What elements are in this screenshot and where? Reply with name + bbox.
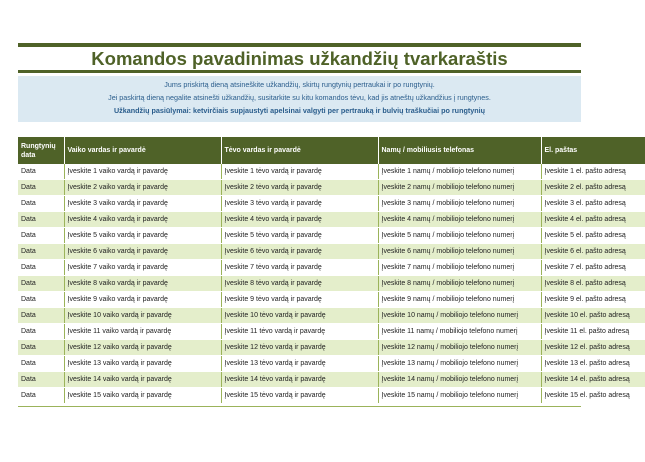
- instruction-line-1[interactable]: Jums priskirtą dieną atsineškite užkandžių, skirtų rungtynių pertraukai ir po rungtynių.: [164, 80, 435, 89]
- cell-parent-name[interactable]: Įveskite 5 tėvo vardą ir pavardę: [221, 228, 378, 244]
- table-row: [18, 164, 645, 180]
- cell-game-date[interactable]: Data: [18, 388, 64, 404]
- cell-child-name[interactable]: Įveskite 12 vaiko vardą ir pavardę: [64, 340, 221, 356]
- cell-game-date[interactable]: Data: [18, 196, 64, 212]
- cell-phone[interactable]: Įveskite 3 namų / mobiliojo telefono numerį: [378, 196, 541, 212]
- cell-phone[interactable]: Įveskite 7 namų / mobiliojo telefono numerį: [378, 260, 541, 276]
- cell-email[interactable]: Įveskite 8 el. pašto adresą: [541, 276, 645, 292]
- cell-phone[interactable]: Įveskite 9 namų / mobiliojo telefono numerį: [378, 292, 541, 308]
- cell-phone[interactable]: Įveskite 1 namų / mobiliojo telefono numerį: [378, 164, 541, 180]
- cell-phone[interactable]: Įveskite 11 namų / mobiliojo telefono numerį: [378, 324, 541, 340]
- table-row: [18, 388, 645, 404]
- table-row: [18, 292, 645, 308]
- cell-game-date[interactable]: Data: [18, 324, 64, 340]
- cell-child-name[interactable]: Įveskite 8 vaiko vardą ir pavardę: [64, 276, 221, 292]
- col-header-email[interactable]: El. paštas: [541, 137, 645, 164]
- cell-email[interactable]: Įveskite 14 el. pašto adresą: [541, 372, 645, 388]
- table-row: [18, 180, 645, 196]
- cell-parent-name[interactable]: Įveskite 10 tėvo vardą ir pavardę: [221, 308, 378, 324]
- table-row: [18, 340, 645, 356]
- cell-email[interactable]: Įveskite 7 el. pašto adresą: [541, 260, 645, 276]
- table-row: [18, 228, 645, 244]
- cell-phone[interactable]: Įveskite 12 namų / mobiliojo telefono numerį: [378, 340, 541, 356]
- page-title[interactable]: Komandos pavadinimas užkandžių tvarkaraštis: [91, 48, 508, 69]
- cell-game-date[interactable]: Data: [18, 260, 64, 276]
- instruction-line-3[interactable]: [18, 103, 581, 116]
- table-row: [18, 324, 645, 340]
- cell-game-date[interactable]: Data: [18, 228, 64, 244]
- cell-email[interactable]: Įveskite 5 el. pašto adresą: [541, 228, 645, 244]
- cell-phone[interactable]: Įveskite 14 namų / mobiliojo telefono numerį: [378, 372, 541, 388]
- cell-email[interactable]: Įveskite 4 el. pašto adresą: [541, 212, 645, 228]
- table-bottom-rule: [18, 406, 581, 407]
- cell-phone[interactable]: Įveskite 8 namų / mobiliojo telefono numerį: [378, 276, 541, 292]
- table-row: [18, 308, 645, 324]
- table-row: [18, 372, 645, 388]
- cell-child-name[interactable]: Įveskite 14 vaiko vardą ir pavardę: [64, 372, 221, 388]
- cell-phone[interactable]: Įveskite 2 namų / mobiliojo telefono numerį: [378, 180, 541, 196]
- cell-game-date[interactable]: Data: [18, 180, 64, 196]
- cell-child-name[interactable]: Įveskite 4 vaiko vardą ir pavardę: [64, 212, 221, 228]
- cell-email[interactable]: Įveskite 2 el. pašto adresą: [541, 180, 645, 196]
- cell-email[interactable]: Įveskite 12 el. pašto adresą: [541, 340, 645, 356]
- cell-email[interactable]: Įveskite 6 el. pašto adresą: [541, 244, 645, 260]
- cell-game-date[interactable]: Data: [18, 356, 64, 372]
- table-body: [18, 164, 645, 404]
- table-row: [18, 196, 645, 212]
- cell-child-name[interactable]: Įveskite 2 vaiko vardą ir pavardę: [64, 180, 221, 196]
- cell-game-date[interactable]: Data: [18, 308, 64, 324]
- cell-child-name[interactable]: Įveskite 9 vaiko vardą ir pavardę: [64, 292, 221, 308]
- cell-parent-name[interactable]: Įveskite 8 tėvo vardą ir pavardę: [221, 276, 378, 292]
- cell-game-date[interactable]: Data: [18, 212, 64, 228]
- cell-parent-name[interactable]: Įveskite 12 tėvo vardą ir pavardę: [221, 340, 378, 356]
- cell-email[interactable]: Įveskite 15 el. pašto adresą: [541, 388, 645, 404]
- cell-phone[interactable]: Įveskite 10 namų / mobiliojo telefono numerį: [378, 308, 541, 324]
- cell-phone[interactable]: Įveskite 15 namų / mobiliojo telefono numerį: [378, 388, 541, 404]
- col-header-game-date[interactable]: Rungtynių data: [18, 137, 64, 164]
- cell-parent-name[interactable]: Įveskite 4 tėvo vardą ir pavardę: [221, 212, 378, 228]
- cell-email[interactable]: Įveskite 9 el. pašto adresą: [541, 292, 645, 308]
- title-bottom-rule: [18, 70, 581, 73]
- instructions-box: [18, 76, 581, 122]
- cell-child-name[interactable]: Įveskite 1 vaiko vardą ir pavardę: [64, 164, 221, 180]
- cell-child-name[interactable]: Įveskite 6 vaiko vardą ir pavardę: [64, 244, 221, 260]
- cell-child-name[interactable]: Įveskite 3 vaiko vardą ir pavardę: [64, 196, 221, 212]
- cell-child-name[interactable]: Įveskite 10 vaiko vardą ir pavardę: [64, 308, 221, 324]
- cell-child-name[interactable]: Įveskite 5 vaiko vardą ir pavardę: [64, 228, 221, 244]
- cell-phone[interactable]: Įveskite 6 namų / mobiliojo telefono numerį: [378, 244, 541, 260]
- cell-child-name[interactable]: Įveskite 7 vaiko vardą ir pavardę: [64, 260, 221, 276]
- instruction-line-2[interactable]: Jei paskirtą dieną negalite atsinešti užkandžių, susitarkite su kitu komandos tėvu, kad jis atneštų užkandžius į rungtynes.: [108, 93, 491, 102]
- cell-game-date[interactable]: Data: [18, 244, 64, 260]
- cell-email[interactable]: Įveskite 3 el. pašto adresą: [541, 196, 645, 212]
- col-header-child-name[interactable]: Vaiko vardas ir pavardė: [64, 137, 221, 164]
- cell-child-name[interactable]: Įveskite 11 vaiko vardą ir pavardę: [64, 324, 221, 340]
- cell-email[interactable]: Įveskite 13 el. pašto adresą: [541, 356, 645, 372]
- cell-phone[interactable]: Įveskite 4 namų / mobiliojo telefono numerį: [378, 212, 541, 228]
- cell-parent-name[interactable]: Įveskite 1 tėvo vardą ir pavardę: [221, 164, 378, 180]
- table-row: [18, 260, 645, 276]
- cell-parent-name[interactable]: Įveskite 6 tėvo vardą ir pavardę: [221, 244, 378, 260]
- table-row: [18, 212, 645, 228]
- cell-email[interactable]: Įveskite 10 el. pašto adresą: [541, 308, 645, 324]
- cell-parent-name[interactable]: Įveskite 3 tėvo vardą ir pavardę: [221, 196, 378, 212]
- col-header-parent-name[interactable]: Tėvo vardas ir pavardė: [221, 137, 378, 164]
- cell-parent-name[interactable]: Įveskite 11 tėvo vardą ir pavardę: [221, 324, 378, 340]
- cell-parent-name[interactable]: Įveskite 2 tėvo vardą ir pavardę: [221, 180, 378, 196]
- col-header-phone[interactable]: Namų / mobiliusis telefonas: [378, 137, 541, 164]
- cell-parent-name[interactable]: Įveskite 9 tėvo vardą ir pavardę: [221, 292, 378, 308]
- cell-parent-name[interactable]: Įveskite 14 tėvo vardą ir pavardę: [221, 372, 378, 388]
- cell-parent-name[interactable]: Įveskite 15 tėvo vardą ir pavardę: [221, 388, 378, 404]
- cell-email[interactable]: Įveskite 11 el. pašto adresą: [541, 324, 645, 340]
- snack-suggestions: Užkandžių pasiūlymai: ketvirčiais supjaustyti apelsinai valgyti per pertrauką ir bulvių traškučiai po rungtynių: [113, 106, 486, 115]
- table-row: [18, 276, 645, 292]
- cell-child-name[interactable]: Įveskite 13 vaiko vardą ir pavardę: [64, 356, 221, 372]
- title-top-rule: [18, 43, 581, 47]
- cell-phone[interactable]: Įveskite 5 namų / mobiliojo telefono numerį: [378, 228, 541, 244]
- cell-game-date[interactable]: Data: [18, 340, 64, 356]
- cell-game-date[interactable]: Data: [18, 292, 64, 308]
- cell-game-date[interactable]: Data: [18, 164, 64, 180]
- table-row: [18, 356, 645, 372]
- cell-parent-name[interactable]: Įveskite 13 tėvo vardą ir pavardę: [221, 356, 378, 372]
- cell-phone[interactable]: Įveskite 13 namų / mobiliojo telefono numerį: [378, 356, 541, 372]
- table-header-row: [18, 137, 645, 164]
- cell-game-date[interactable]: Data: [18, 276, 64, 292]
- snack-schedule-table: [18, 137, 645, 404]
- cell-game-date[interactable]: Data: [18, 372, 64, 388]
- cell-child-name[interactable]: Įveskite 15 vaiko vardą ir pavardę: [64, 388, 221, 404]
- cell-parent-name[interactable]: Įveskite 7 tėvo vardą ir pavardę: [221, 260, 378, 276]
- table-row: [18, 244, 645, 260]
- cell-email[interactable]: Įveskite 1 el. pašto adresą: [541, 164, 645, 180]
